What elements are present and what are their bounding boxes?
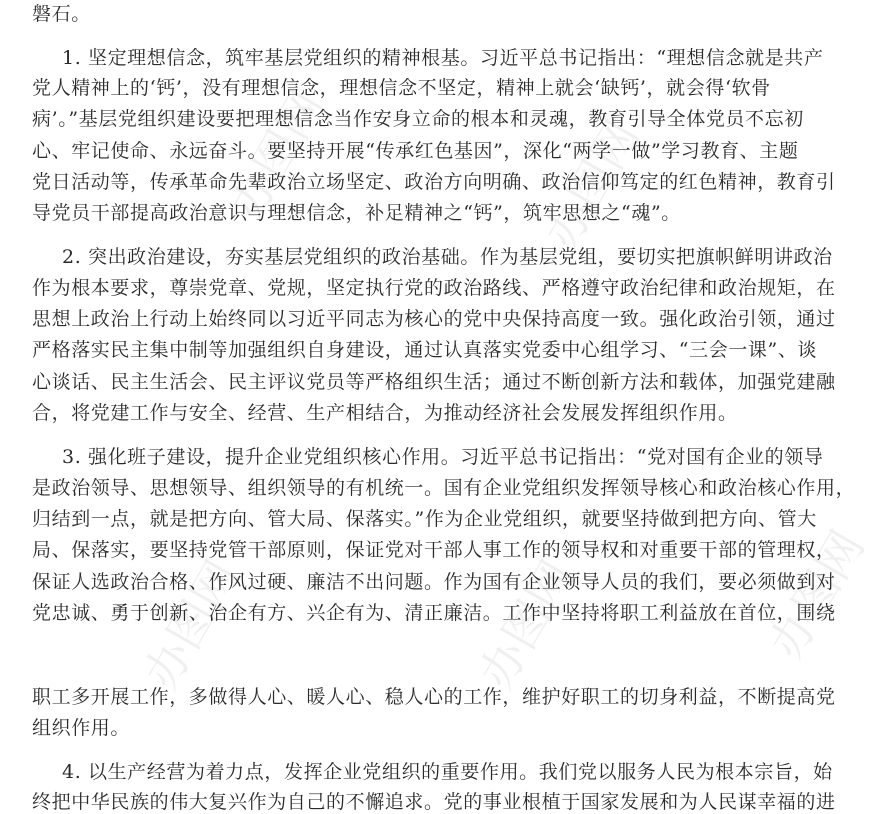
paragraph-line: 党人精神上的‘钙’，没有理想信念，理想信念不坚定，精神上就会‘缺钙’，就会得‘软骨 (32, 77, 771, 99)
paragraph-line: 是政治领导、思想领导、组织领导的有机统一。国有企业党组织发挥领导核心和政治核心作用， (32, 477, 856, 499)
watermark: 办图网 (133, 551, 250, 698)
paragraph-line: 思想上政治上行动上始终同以习近平同志为核心的党中央保持高度一致。强化政治引领，通过 (32, 308, 836, 330)
watermark: 办图网 (218, 81, 335, 228)
paragraph-line: 导党员干部提高政治意识与理想信念，补足精神之“钙”，筑牢思想之“魂”。 (32, 202, 681, 224)
paragraph-line: 1. 坚定理想信念，筑牢基层党组织的精神根基。习近平总书记指出：“理想信念就是共产 (62, 47, 824, 69)
paragraph-line: 组织作用。 (32, 717, 131, 739)
paragraph-line: 病’。”基层党组织建设要把理想信念当作安身立命的根本和灵魂，教育引导全体党员不忘初 (32, 108, 804, 130)
paragraph-line: 归结到一点，就是把方向、管大局、保落实。”作为企业党组织，就要坚持做到把方向、管大 (32, 508, 817, 530)
paragraph-line: 作为根本要求，尊崇党章、党规，坚定执行党的政治路线、严格遵守政治纪律和政治规矩，在 (32, 277, 836, 299)
paragraph-line: 保证人选政治合格、作风过硬、廉洁不出问题。作为国有企业领导人员的我们，要必须做到对 (32, 571, 836, 593)
paragraph-line: 合，将党建工作与安全、经营、生产相结合，为推动经济社会发展发挥组织作用。 (32, 402, 738, 424)
paragraph-line: 磐石。 (32, 3, 91, 25)
paragraph-line: 3. 强化班子建设，提升企业党组织核心作用。习近平总书记指出：“党对国有企业的领导 (62, 446, 824, 468)
watermark: 办图网 (533, 111, 650, 258)
paragraph-line: 心谈话、民主生活会、民主评议党员等严格组织生活；通过不断创新方法和载体，加强党建融 (32, 371, 836, 393)
paragraph-line: 心、牢记使命、永远奋斗。要坚持开展“传承红色基因”，深化“两学一做”学习教育、主题 (32, 140, 799, 162)
paragraph-line: 严格落实民主集中制等加强组织自身建设，通过认真落实党委中心组学习、“三会一课”、谈 (32, 339, 818, 361)
watermark: 办图网 (758, 521, 875, 668)
watermark: 办图网 (468, 551, 585, 698)
paragraph-line: 局、保落实，要坚持党管干部原则，保证党对干部人事工作的领导权和对重要干部的管理权， (32, 539, 836, 561)
paragraph-line: 2. 突出政治建设，夯实基层党组织的政治基础。作为基层党组，要切实把旗帜鲜明讲政治 (62, 246, 833, 268)
paragraph-line: 职工多开展工作，多做得人心、暖人心、稳人心的工作，维护好职工的切身利益，不断提高党 (32, 686, 836, 708)
paragraph-line: 终把中华民族的伟大复兴作为自己的不懈追求。党的事业根植于国家发展和为人民谋幸福的进 (32, 791, 836, 813)
paragraph-line: 党忠诚、勇于创新、治企有方、兴企有为、清正廉洁。工作中坚持将职工利益放在首位，围绕 (32, 602, 836, 624)
paragraph-line: 4. 以生产经营为着力点，发挥企业党组织的重要作用。我们党以服务人民为根本宗旨，始 (62, 761, 833, 783)
paragraph-line: 党日活动等，传承革命先辈政治立场坚定、政治方向明确、政治信仰笃定的红色精神，教育引 (32, 171, 836, 193)
